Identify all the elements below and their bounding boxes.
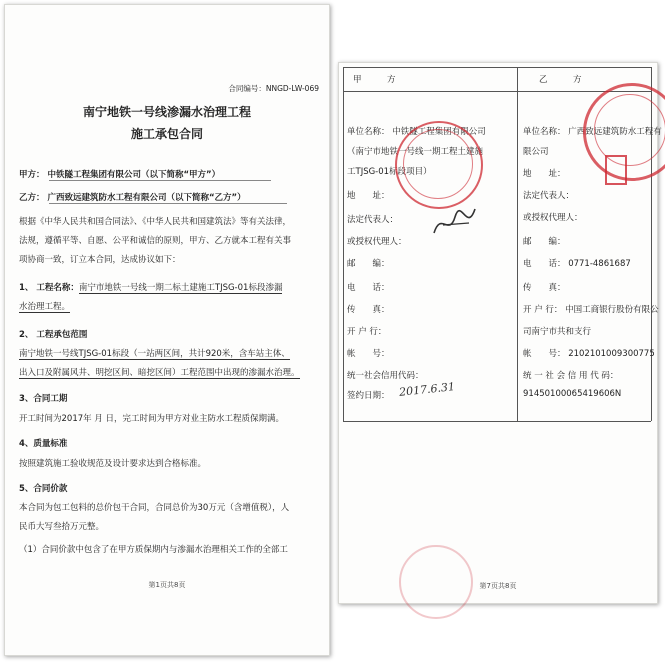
contract-page-1 (4, 4, 330, 656)
intro-line-1: 根据《中华人民共和国合同法》、《中华人民共和国建筑法》等有关法律， (19, 217, 292, 227)
b-fax: 传 真： (523, 283, 566, 293)
a-authorized-agent: 或授权代理人： (347, 237, 407, 247)
party-a-seal (395, 121, 483, 209)
price-line-2: 民币大写叁拾万元整。 (19, 522, 105, 532)
b-postcode: 邮 编： (523, 237, 566, 247)
price-line-1: 本合同为包工包料的总价包干合同，合同总价为30万元（含增值税），人 (19, 503, 290, 513)
b-bank: 开 户 行： 中国工商银行股份有限公 (523, 305, 659, 315)
party-a-line: 甲方： 中铁隧工程集团有限公司（以下简称“甲方”） (19, 170, 221, 180)
scope-line-1: 南宁地铁一号线TJSG-01标段（一站两区间，共计920米，含车站主体、 (19, 349, 290, 359)
intro-line-2: 法规，遵循平等、自愿、公平和诚信的原则，甲方、乙方就本工程有关事 (19, 236, 292, 246)
table-bottom-rule (343, 421, 651, 422)
a-fax: 传 真： (347, 305, 390, 315)
section-1-heading (19, 281, 282, 293)
party-a-seal-inner-ring (403, 129, 473, 199)
contract-title-line1: 南宁地铁一号线渗漏水治理工程 (82, 105, 251, 119)
a-company-name: 单位名称： 中铁隧工程集团有限公司 (347, 127, 486, 137)
project-name-line1: 南宁市地铁一号线一期二标土建施工TJSG-01标段渗漏 (78, 283, 283, 293)
intro-line-3: 项协商一致，订立本合同，达成协议如下： (19, 255, 181, 265)
a-postcode: 邮 编： (347, 259, 390, 269)
handwritten-signature (429, 203, 479, 243)
party-b-underline (49, 203, 287, 204)
contract-number: 合同编号：NNGD-LW-069 (228, 84, 319, 93)
contract-title-line2: 施工承包合同 (130, 127, 203, 141)
a-address: 地 址： (347, 191, 390, 201)
a-company-name-2: （南宁市地铁一号线一期工程土建施 (347, 147, 484, 157)
table-top-rule (343, 67, 651, 68)
section-5-heading: 5、合同价款 (19, 484, 68, 494)
contract-page-7 (338, 62, 662, 604)
section-2-heading: 2、 工程承包范围 (19, 330, 88, 340)
a-bank: 开 户 行： (347, 327, 387, 337)
page-number-right: 第7页共8页 (479, 582, 517, 590)
party-a-header: 甲 方 (353, 75, 396, 85)
schedule-text: 开工时间为2017年 月 日，完工时间为甲方对业主防水工程质保期满。 (19, 414, 285, 424)
b-account: 帐 号： 2102101009300775 (523, 349, 655, 359)
a-sign-date-label: 签约日期： (347, 391, 390, 401)
b-bank-2: 司南宁市共和支行 (523, 327, 592, 337)
a-company-name-3: 工TJSG-01标段项目） (347, 167, 432, 177)
a-legal-rep: 法定代表人： (347, 215, 399, 225)
b-company-name: 单位名称： 广西致远建筑防水工程有 (523, 127, 662, 137)
section-4-heading: 4、质量标准 (19, 439, 68, 449)
b-credit-code: 91450100065419606N (523, 389, 622, 399)
party-b-line: 乙方： 广西致远建筑防水工程有限公司（以下简称“乙方”） (19, 193, 246, 203)
table-left-rule (343, 67, 344, 421)
b-company-name-2: 限公司 (523, 147, 549, 157)
a-phone: 电 话： (347, 283, 390, 293)
section-3-heading: 3、合同工期 (19, 394, 68, 404)
project-name-line2: 水治理工程。 (19, 302, 71, 312)
page-number-left: 第1页共8页 (148, 581, 186, 589)
b-credit-code-label: 统 一 社 会 信 用 代 码： (523, 371, 619, 381)
scope-line-2: 出入口及附属风井、明挖区间、暗挖区间）工程范围中出现的渗漏水治理。 (19, 368, 300, 378)
table-center-rule (517, 67, 518, 421)
b-legal-rep: 法定代表人： (523, 191, 575, 201)
b-address: 地 址： (523, 169, 566, 179)
legal-rep-name-stamp (605, 155, 627, 185)
b-phone: 电 话： 0771-4861687 (523, 259, 631, 269)
party-b-header: 乙 方 (539, 75, 582, 85)
party-a-underline (49, 180, 271, 181)
a-account: 帐 号： (347, 349, 390, 359)
a-credit-code: 统一社会信用代码： (347, 371, 424, 381)
quality-text: 按照建筑施工验收规范及设计要求达到合格标准。 (19, 459, 207, 469)
handwritten-sign-date: 2017.6.31 (398, 380, 456, 399)
b-authorized-agent: 或授权代理人： (523, 213, 583, 223)
section-1-label: 1、 工程名称： (19, 283, 79, 293)
price-item-1: （1）合同价款中包含了在甲方质保期内与渗漏水治理相关工作的全部工 (19, 545, 288, 555)
